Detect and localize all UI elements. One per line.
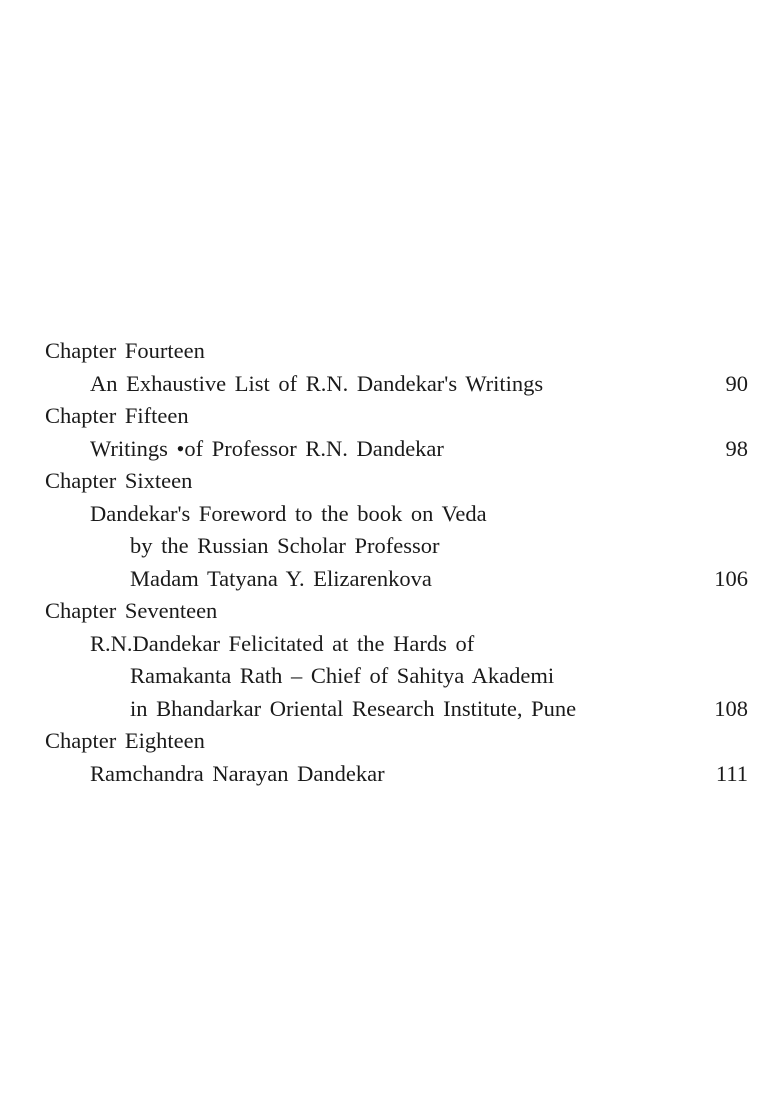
page-number: 111 <box>715 760 748 786</box>
toc-entry-sixteen[interactable] <box>45 498 750 531</box>
entry-title: R.N.Dandekar Felicitated at the Hards of <box>90 630 475 656</box>
chapter-heading-eighteen <box>45 725 750 758</box>
chapter-heading-fourteen <box>45 335 750 368</box>
entry-title-continued: Ramakanta Rath – Chief of Sahitya Akademi <box>130 663 555 688</box>
chapter-label: Chapter Seventeen <box>45 598 218 623</box>
entry-title: An Exhaustive List of R.N. Dandekar's Writings <box>90 370 544 396</box>
toc-entry-seventeen-continued <box>45 660 750 693</box>
chapter-label: Chapter Fifteen <box>45 403 189 428</box>
page-number: 108 <box>714 695 748 721</box>
chapter-heading-seventeen <box>45 595 750 628</box>
chapter-heading-fifteen <box>45 400 750 433</box>
page-number: 90 <box>725 370 748 396</box>
page-number: 98 <box>725 435 748 461</box>
toc-entry-fourteen[interactable] <box>45 368 750 401</box>
entry-title: Ramchandra Narayan Dandekar <box>90 760 385 786</box>
toc-entry-sixteen-continued <box>45 563 750 596</box>
toc-entry-sixteen-continued <box>45 530 750 563</box>
entry-title-continued: Madam Tatyana Y. Elizarenkova <box>130 565 432 591</box>
chapter-label: Chapter Eighteen <box>45 728 205 753</box>
entry-title-continued: by the Russian Scholar Professor <box>130 533 440 558</box>
page-number: 106 <box>714 565 748 591</box>
chapter-label: Chapter Fourteen <box>45 338 205 363</box>
toc-entry-seventeen[interactable] <box>45 628 750 661</box>
toc-entry-eighteen[interactable] <box>45 758 750 791</box>
toc-entry-seventeen-continued <box>45 693 750 726</box>
entry-title-continued: in Bhandarkar Oriental Research Institute, Pune <box>130 695 577 721</box>
table-of-contents <box>45 335 750 790</box>
entry-title: Writings •of Professor R.N. Dandekar <box>90 435 444 461</box>
chapter-label: Chapter Sixteen <box>45 468 193 493</box>
chapter-heading-sixteen <box>45 465 750 498</box>
toc-entry-fifteen[interactable] <box>45 433 750 466</box>
entry-title: Dandekar's Foreword to the book on Veda <box>90 500 487 526</box>
